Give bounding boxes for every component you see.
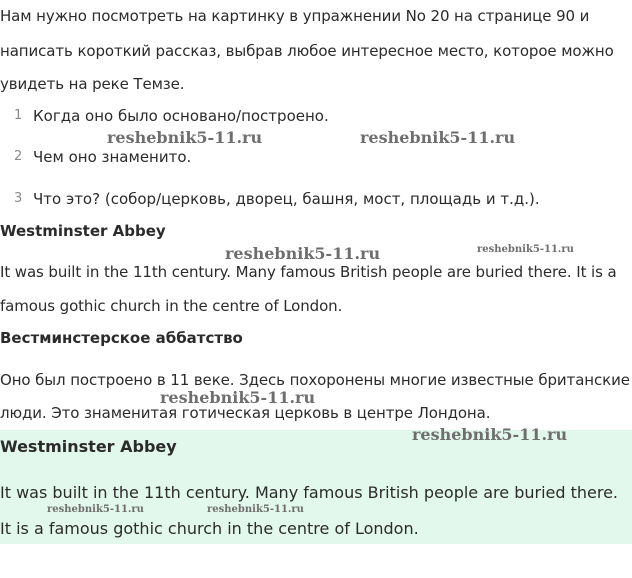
list-item-text: Когда оно было основано/построено. (33, 107, 329, 125)
list-item-number: 1 (14, 108, 23, 123)
watermark: reshebnik5-11.ru (107, 128, 263, 147)
watermark: reshebnik5-11.ru (360, 128, 516, 147)
watermark: reshebnik5-11.ru (477, 244, 574, 255)
intro-line-1: Нам нужно посмотреть на картинку в упражнении No 20 на странице 90 и (0, 7, 590, 25)
highlight-line-2: It is a famous gothic church in the centre of London. (0, 519, 419, 538)
watermark: reshebnik5-11.ru (412, 425, 568, 444)
russian-line-2: люди. Это знаменитая готическая церковь в центре Лондона. (0, 404, 491, 422)
english-line-2: famous gothic church in the centre of London. (0, 297, 343, 315)
list-item-text: Что это? (собор/церковь, дворец, башня, мост, площадь и т.д.). (33, 190, 540, 208)
intro-line-2: написать короткий рассказ, выбрав любое интересное место, которое можно (0, 42, 614, 60)
russian-line-1: Оно был построено в 11 веке. Здесь похоронены многие известные британские (0, 371, 630, 389)
list-item-text: Чем оно знаменито. (33, 148, 192, 166)
watermark: reshebnik5-11.ru (225, 244, 381, 263)
english-title: Westminster Abbey (0, 222, 166, 240)
highlight-line-1: It was built in the 11th century. Many famous British people are buried there. (0, 483, 619, 502)
watermark: reshebnik5-11.ru (47, 504, 144, 515)
list-item-number: 3 (14, 191, 23, 206)
list-item-number: 2 (14, 149, 23, 164)
highlight-title: Westminster Abbey (0, 437, 177, 456)
watermark: reshebnik5-11.ru (160, 388, 316, 407)
english-line-1: It was built in the 11th century. Many famous British people are buried there. It is a (0, 263, 617, 281)
intro-line-3: увидеть на реке Темзе. (0, 75, 185, 93)
russian-title: Вестминстерское аббатство (0, 329, 243, 347)
watermark: reshebnik5-11.ru (207, 504, 304, 515)
